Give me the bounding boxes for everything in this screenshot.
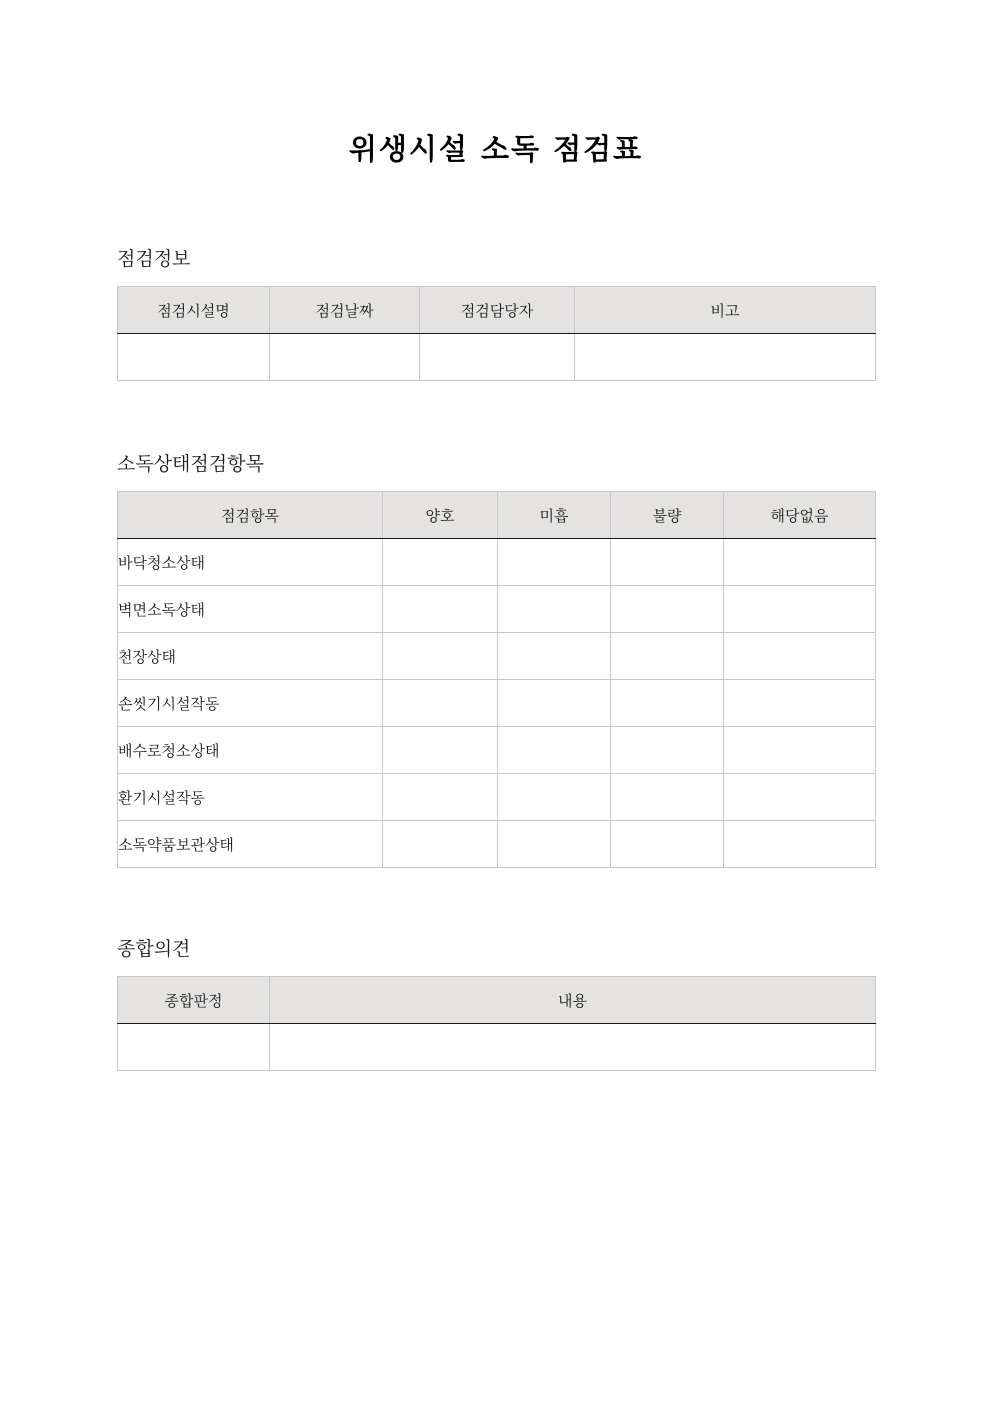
table-header-row (118, 977, 876, 1024)
column-header-remarks: 비고 (575, 287, 876, 334)
field-inspection-date[interactable] (270, 334, 420, 381)
column-header-good: 양호 (383, 492, 498, 539)
check-cell-na[interactable] (724, 774, 876, 821)
check-cell-na[interactable] (724, 680, 876, 727)
table-row (118, 727, 876, 774)
check-item-label: 천장상태 (118, 633, 383, 680)
check-cell-poor[interactable] (611, 539, 724, 586)
check-cell-fair[interactable] (498, 586, 611, 633)
overall-opinion-table (117, 976, 876, 1071)
disinfection-items-table (117, 491, 876, 868)
table-header-row (118, 492, 876, 539)
check-cell-fair[interactable] (498, 680, 611, 727)
column-header-facility-name: 점검시설명 (118, 287, 270, 334)
check-cell-good[interactable] (383, 586, 498, 633)
check-item-label: 벽면소독상태 (118, 586, 383, 633)
page-title: 위생시설 소독 점검표 (348, 132, 644, 166)
column-header-poor: 불량 (611, 492, 724, 539)
check-cell-na[interactable] (724, 539, 876, 586)
check-cell-good[interactable] (383, 633, 498, 680)
check-cell-good[interactable] (383, 539, 498, 586)
field-overall-judgement[interactable] (118, 1024, 270, 1071)
field-remarks[interactable] (575, 334, 876, 381)
table-row (118, 586, 876, 633)
column-header-inspector: 점검담당자 (420, 287, 575, 334)
check-cell-na[interactable] (724, 821, 876, 868)
section-heading-overall-opinion: 종합의견 (117, 938, 191, 960)
column-header-not-applicable: 해당없음 (724, 492, 876, 539)
check-cell-poor[interactable] (611, 680, 724, 727)
check-item-label: 소독약품보관상태 (118, 821, 383, 868)
check-item-label: 환기시설작동 (118, 774, 383, 821)
table-row (118, 821, 876, 868)
check-cell-na[interactable] (724, 586, 876, 633)
check-cell-poor[interactable] (611, 821, 724, 868)
section-inspection-info (117, 246, 875, 381)
check-cell-na[interactable] (724, 727, 876, 774)
column-header-overall-judgement: 종합판정 (118, 977, 270, 1024)
section-overall-opinion (117, 936, 875, 1071)
table-header-row (118, 287, 876, 334)
check-cell-poor[interactable] (611, 727, 724, 774)
check-cell-poor[interactable] (611, 633, 724, 680)
check-cell-fair[interactable] (498, 633, 611, 680)
section-disinfection-items (117, 451, 875, 868)
column-header-check-item: 점검항목 (118, 492, 383, 539)
section-heading-disinfection-items: 소독상태점검항목 (117, 453, 264, 475)
inspection-info-table (117, 286, 876, 381)
check-item-label: 손씻기시설작동 (118, 680, 383, 727)
field-inspector[interactable] (420, 334, 575, 381)
field-facility-name[interactable] (118, 334, 270, 381)
column-header-fair: 미흡 (498, 492, 611, 539)
table-row (118, 334, 876, 381)
check-cell-fair[interactable] (498, 727, 611, 774)
check-cell-fair[interactable] (498, 539, 611, 586)
table-row (118, 539, 876, 586)
section-heading-inspection-info: 점검정보 (117, 248, 191, 270)
check-cell-na[interactable] (724, 633, 876, 680)
check-cell-fair[interactable] (498, 774, 611, 821)
table-row (118, 774, 876, 821)
column-header-inspection-date: 점검날짜 (270, 287, 420, 334)
column-header-content: 내용 (270, 977, 876, 1024)
table-row (118, 633, 876, 680)
check-item-label: 바닥청소상태 (118, 539, 383, 586)
check-cell-poor[interactable] (611, 586, 724, 633)
check-cell-poor[interactable] (611, 774, 724, 821)
check-item-label: 배수로청소상태 (118, 727, 383, 774)
check-cell-good[interactable] (383, 774, 498, 821)
check-cell-good[interactable] (383, 727, 498, 774)
table-row (118, 680, 876, 727)
table-row (118, 1024, 876, 1071)
check-cell-fair[interactable] (498, 821, 611, 868)
check-cell-good[interactable] (383, 680, 498, 727)
check-cell-good[interactable] (383, 821, 498, 868)
field-content[interactable] (270, 1024, 876, 1071)
